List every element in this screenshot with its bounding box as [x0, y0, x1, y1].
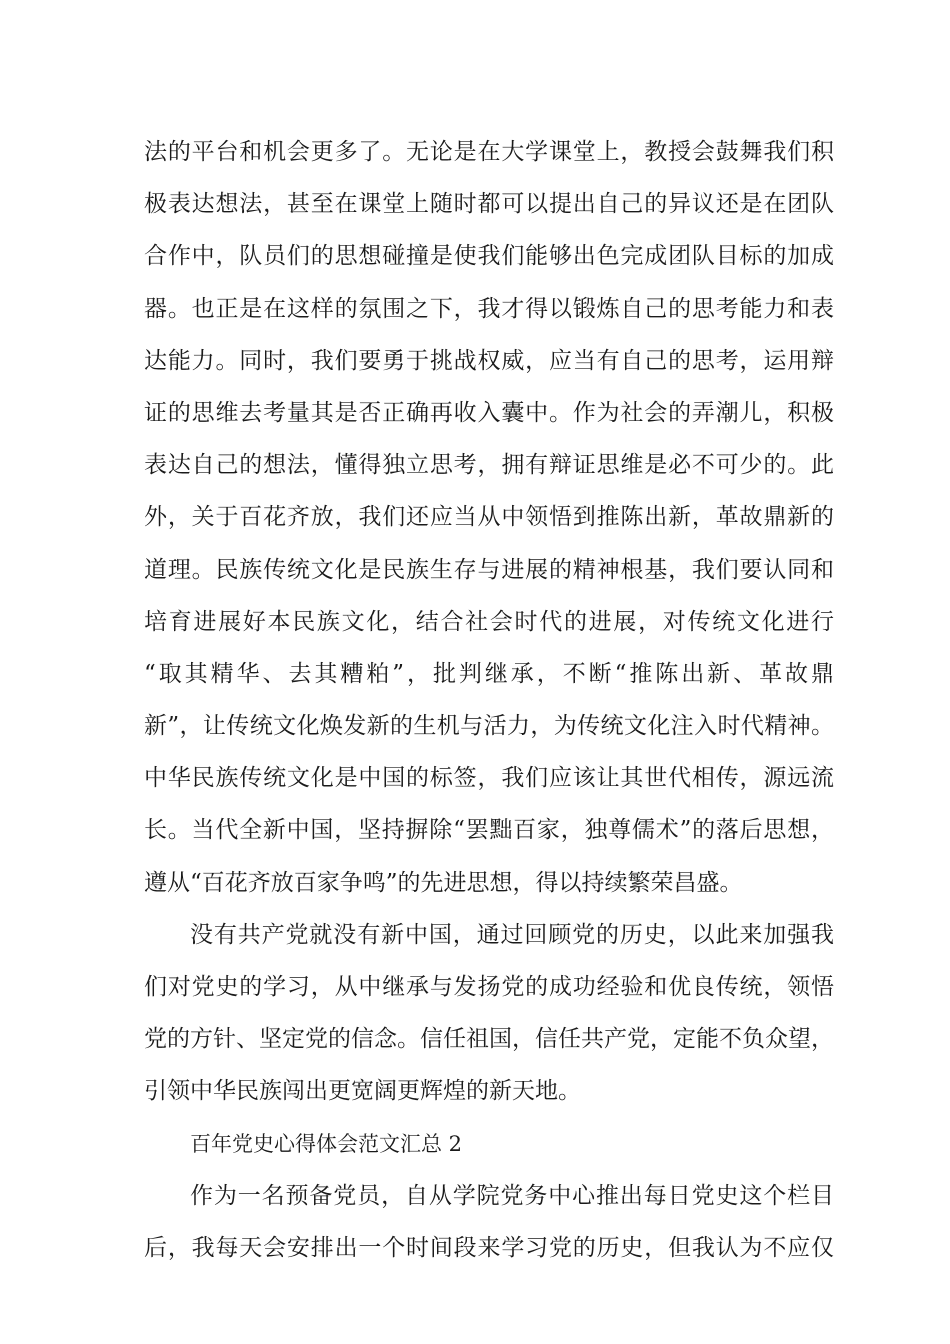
- text-line: 党的方针、坚定党的信念。信任祖国，信任共产党，定能不负众望，: [144, 1026, 834, 1053]
- text-line: 道理。民族传统文化是民族生存与进展的精神根基，我们要认同和: [144, 556, 834, 583]
- text-line: “取其精华、去其糟粕”，批判继承，不断“推陈出新、革故鼎: [144, 660, 834, 687]
- paragraph-first-line: 作为一名预备党员，自从学院党务中心推出每日党史这个栏目: [190, 1182, 834, 1209]
- text-line: 后，我每天会安排出一个时间段来学习党的历史，但我认为不应仅: [144, 1234, 834, 1261]
- text-line: 达能力。同时，我们要勇于挑战权威，应当有自己的思考，运用辩: [144, 347, 834, 374]
- text-line: 中华民族传统文化是中国的标签，我们应该让其世代相传，源远流: [144, 765, 834, 792]
- text-line: 培育进展好本民族文化，结合社会时代的进展，对传统文化进行: [144, 608, 834, 635]
- text-line: 们对党史的学习，从中继承与发扬党的成功经验和优良传统，领悟: [144, 974, 834, 1000]
- paragraph-first-line: 没有共产党就没有新中国，通过回顾党的历史，以此来加强我: [190, 921, 834, 948]
- text-line: 合作中，队员们的思想碰撞是使我们能够出色完成团队目标的加成: [144, 243, 834, 270]
- body-text: [144, 126, 834, 1274]
- text-line: 证的思维去考量其是否正确再收入囊中。作为社会的弄潮儿，积极: [144, 399, 834, 426]
- paragraph-end-line: 引领中华民族闯出更宽阔更辉煌的新天地。: [144, 1078, 581, 1105]
- text-line: 极表达想法，甚至在课堂上随时都可以提出自己的异议还是在团队: [144, 191, 834, 218]
- text-line: 新”，让传统文化焕发新的生机与活力，为传统文化注入时代精神。: [144, 713, 834, 740]
- text-line: 表达自己的想法，懂得独立思考，拥有辩证思维是必不可少的。此: [144, 452, 834, 479]
- text-line: 法的平台和机会更多了。无论是在大学课堂上，教授会鼓舞我们积: [144, 139, 834, 165]
- text-line: 外，关于百花齐放，我们还应当从中领悟到推陈出新，革故鼎新的: [144, 504, 834, 531]
- section-heading: 百年党史心得体会范文汇总 2: [190, 1131, 463, 1156]
- text-line: 器。也正是在这样的氛围之下，我才得以锻炼自己的思考能力和表: [144, 295, 834, 322]
- paragraph-end-line: 遵从“百花齐放百家争鸣”的先进思想，得以持续繁荣昌盛。: [144, 869, 743, 896]
- text-line: 长。当代全新中国，坚持摒除“罢黜百家，独尊儒术”的落后思想，: [144, 817, 834, 844]
